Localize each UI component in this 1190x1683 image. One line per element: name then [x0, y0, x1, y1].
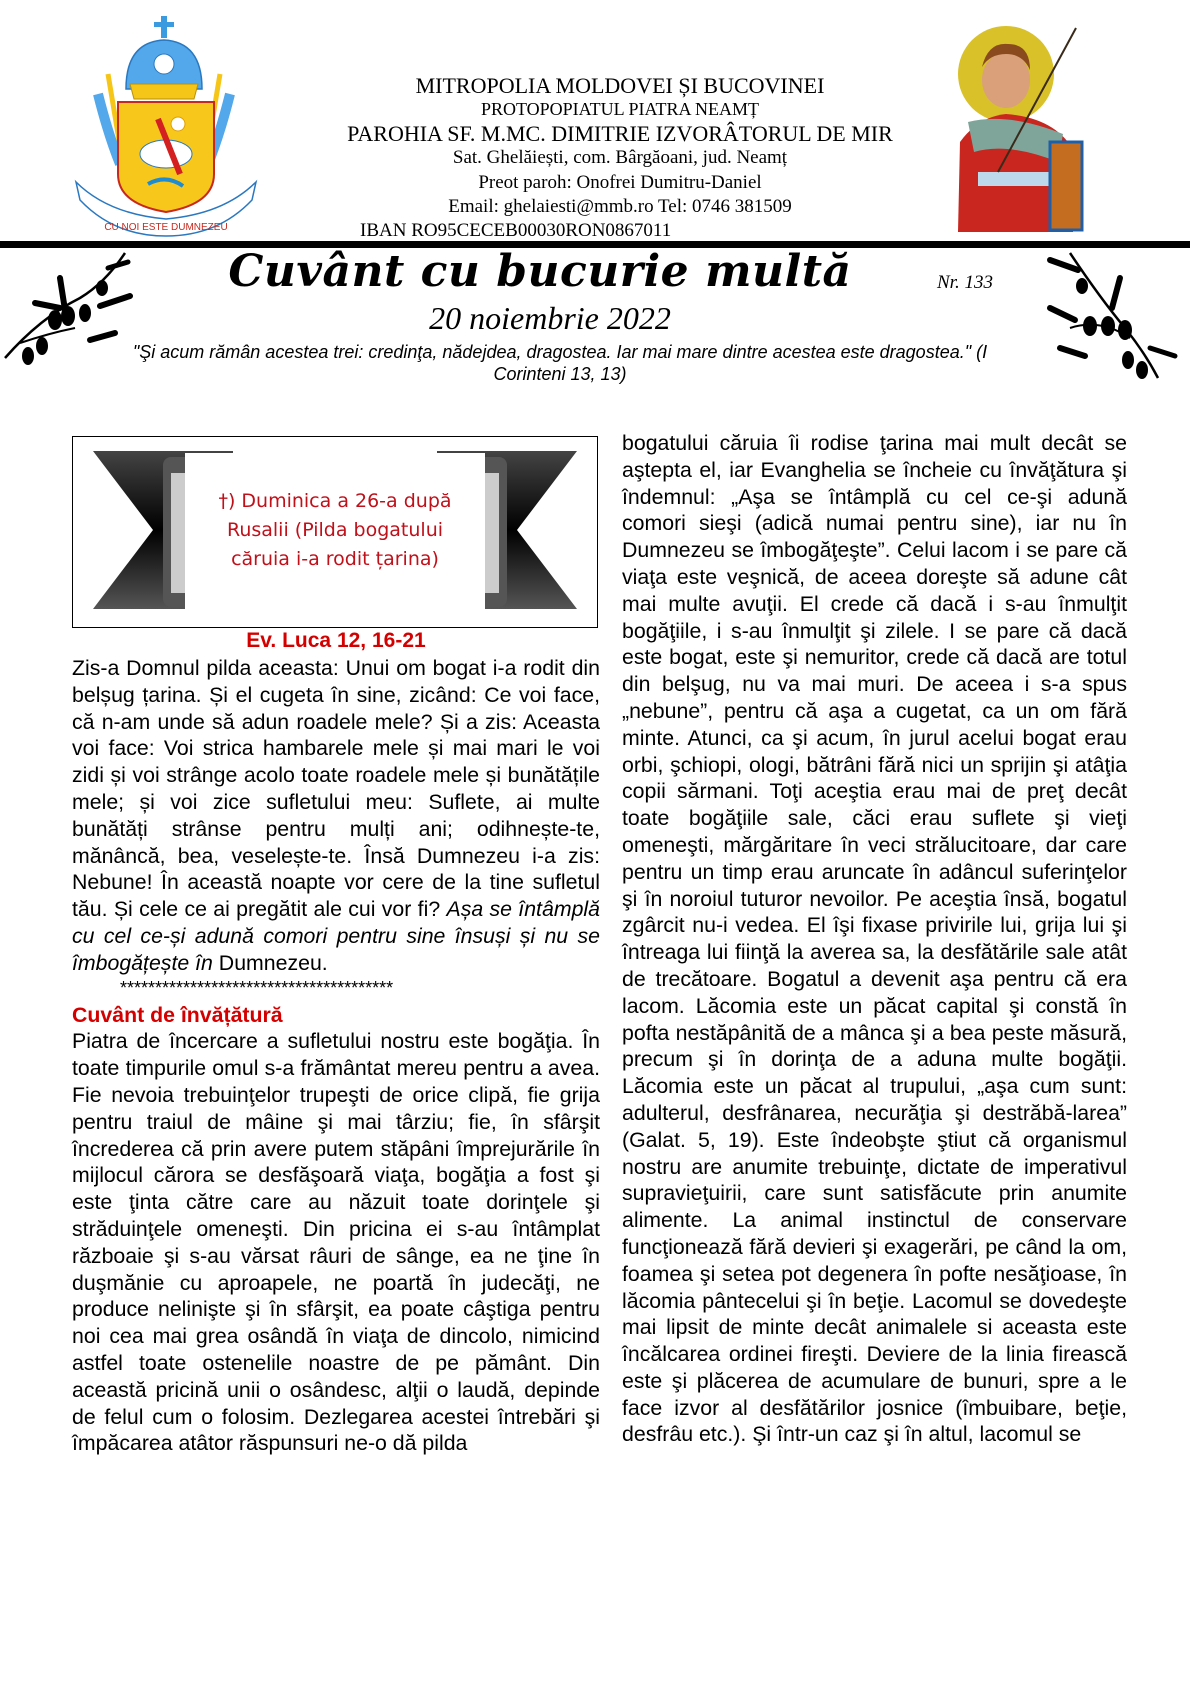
saint-dimitrie-icon — [938, 22, 1088, 232]
olive-branch-left-icon — [0, 248, 140, 368]
bible-motto: "Şi acum rămân acestea trei: credinţa, nădejdea, dragostea. Iar mai mare dintre acestea este dragostea." (I Corinteni 13, 13) — [132, 342, 988, 384]
newsletter-title: Cuvânt cu bucurie multă — [228, 246, 852, 297]
right-column — [622, 430, 1127, 1448]
issue-date: 20 noiembrie 2022 — [429, 300, 671, 336]
sermon-text-left: Piatra de încercare a sufletului nostru este bogăţia. În toate timpurile omul s-a frământat mereu pentru a avea. Fie nevoia trebuinţelor trupeşti de orice clipă, fie grija pentru traiul de mâine şi mai târziu; fie, în sfârşit încrederea că prin avere putem stăpâni împrejurările în mijlocul cărora se desfăşoară viaţa, bogăţia a fost şi este ţinta către care au năzuit toate dorinţele şi străduinţele omeneşti. Din pricina ei s-au întâmplat războaie şi s-au vărsat râuri de sânge, ea ne ţine în duşmănie cu aproapele, ne poartă în judecăţi, ne produce nelinişte şi în sfârşit, ea poate câştiga pentru noi cea mai grea osândă în viaţa de dincolo, nimicind astfel toate ostenelile noastre de pe pământ. Din această pricină unii o osândesc, alţii o laudă, depinde de felul cum o folosim. Dezlegarea acestei întrebări şi împăcarea atâtor răspunsuri ne-o dă pilda — [72, 1029, 600, 1456]
banner-line-1: †) Duminica a 26-a după — [218, 490, 452, 512]
svg-text:CU NOI ESTE DUMNEZEU: CU NOI ESTE DUMNEZEU — [104, 222, 228, 233]
gospel-text-end: Dumnezeu. — [212, 950, 328, 975]
org-parish: PAROHIA SF. M.MC. DIMITRIE IZVORÂTORUL DE MIR — [347, 121, 893, 146]
org-priest: Preot paroh: Onofrei Dumitru-Daniel — [478, 172, 762, 193]
separator-stars: *************************************** — [120, 977, 394, 998]
org-contact: Email: ghelaiesti@mmb.ro Tel: 0746 381509 — [448, 196, 792, 217]
sermon-title: Cuvânt de învățătură — [72, 1002, 283, 1027]
org-address: Sat. Ghelăiești, com. Bârgăoani, jud. Neamț — [452, 147, 788, 168]
olive-branch-right-icon — [1030, 248, 1180, 383]
banner-line-3: căruia i-a rodit țarina) — [231, 548, 439, 570]
banner-line-2: Rusalii (Pilda bogatului — [226, 519, 444, 541]
gospel-text-body: Zis-a Domnul pilda aceasta: Unui om bogat i-a rodit din belșug țarina. Și el cugeta în sine, zicând: Ce voi face, că n-am unde să adun roadele mele? Și a zis: Aceasta voi face: Voi strica hambarele mele și mai mari le voi zidi și voi strânge acolo toate roadele mele și bunătățile mele; și voi zice sufletului meu: Suflete, ai multe bunătăți strânse pentru mulți ani; odihnește-te, mănâncă, bea, veselește-te. Însă Dumnezeu i-a zis: Nebune! În această noapte vor cere de la tine sufletul tău. Și cele ce ai pregătit ale cui vor fi? — [72, 656, 600, 922]
left-column — [72, 655, 600, 1457]
gospel-reference: Ev. Luca 12, 16-21 — [246, 629, 426, 652]
gospel-text — [72, 655, 600, 977]
sunday-banner — [72, 436, 598, 628]
org-metropolis: MITROPOLIA MOLDOVEI ȘI BUCOVINEI — [415, 73, 825, 98]
org-iban: IBAN RO95CECEB00030RON0867011 — [360, 220, 672, 241]
issue-number: Nr. 133 — [937, 272, 993, 293]
sermon-text-right: bogatului căruia îi rodise ţarina mai mult decât se aştepta el, iar Evanghelia se încheie cu învăţătura şi îndemnul: „Aşa se întâmplă cu cel ce-şi adună comori sieşi (adică numai pentru sine), iar nu în Dumnezeu se îmbogăţeşte”. Celui lacom i se pare că viaţa este veşnică, de aceea doreşte să adune cât mai multe avuţii. El crede că dacă i s-au înmulţit bogăţiile, i s-au înmulţit şi zilele. I se pare că dacă este bogat, este şi nemuritor, crede că dacă are totul din belşug, nu va mai muri. De aceea i s-a spus „nebune”, pentru că aşa a cugetat, ca un om fără minte. Atunci, ca şi acum, în jurul acelui bogat erau orbi, şchiopi, ologi, bătrâni fără nici un sprijin şi atâţia copii sărmani. Toţi aceştia erau mai de preţ decât toate bogăţiile sale, căci erau suflete şi vieţi omeneşti, mărgăritare în veci strălucitoare, dar care pentru un timp erau aruncate în adâncul suferinţelor şi în noroiul tuturor nevoilor. Pe aceştia însă, bogatul zgârcit nu-i vedea. El îşi fixase privirile lui, grija lui şi întreaga lui fiinţă la averea sa, la desfătările sale atât de trecătoare. Bogatul a devenit aşa pentru că era lacom. Lăcomia este un păcat capital şi constă în pofta nestăpânită de a mânca şi a bea peste măsură, precum şi în dorinţa de a aduna multe bogăţii. Lăcomia este un păcat al trupului, „aşa cum sunt: adulterul, desfrânarea, necurăţia şi destrăbă-larea” (Galat. 5, 19). Este îndeobşte ştiut că organismul nostru are anumite trebuinţe, dictate de imperativul supravieţuirii, care sunt satisfăcute prin anumite alimente. La animal instinctul de conservare funcţionează fără devieri şi exagerări, pe când la om, foamea şi setea pot degenera în pofte nesăţioase, în lăcomia pântecelui şi în beţie. Lacomul se dovedeşte mai lipsit de minte decât animalele si aceasta este încălcarea ordinei fireşti. Deviere de la linia firească este şi plăcerea de acumulare de bunuri, spre a le face izvor al desfătărilor josnice (îmbuibare, beţie, desfrâu etc.). Şi într-un caz şi în altul, lacomul se — [622, 431, 1127, 1447]
gospel-text-italic: Așa se întâmplă cu cel ce-și adună comori pentru sine însuși și nu se îmbogățește în — [72, 897, 600, 975]
org-protopopiat: PROTOPOPIATUL PIATRA NEAMȚ — [480, 99, 760, 119]
